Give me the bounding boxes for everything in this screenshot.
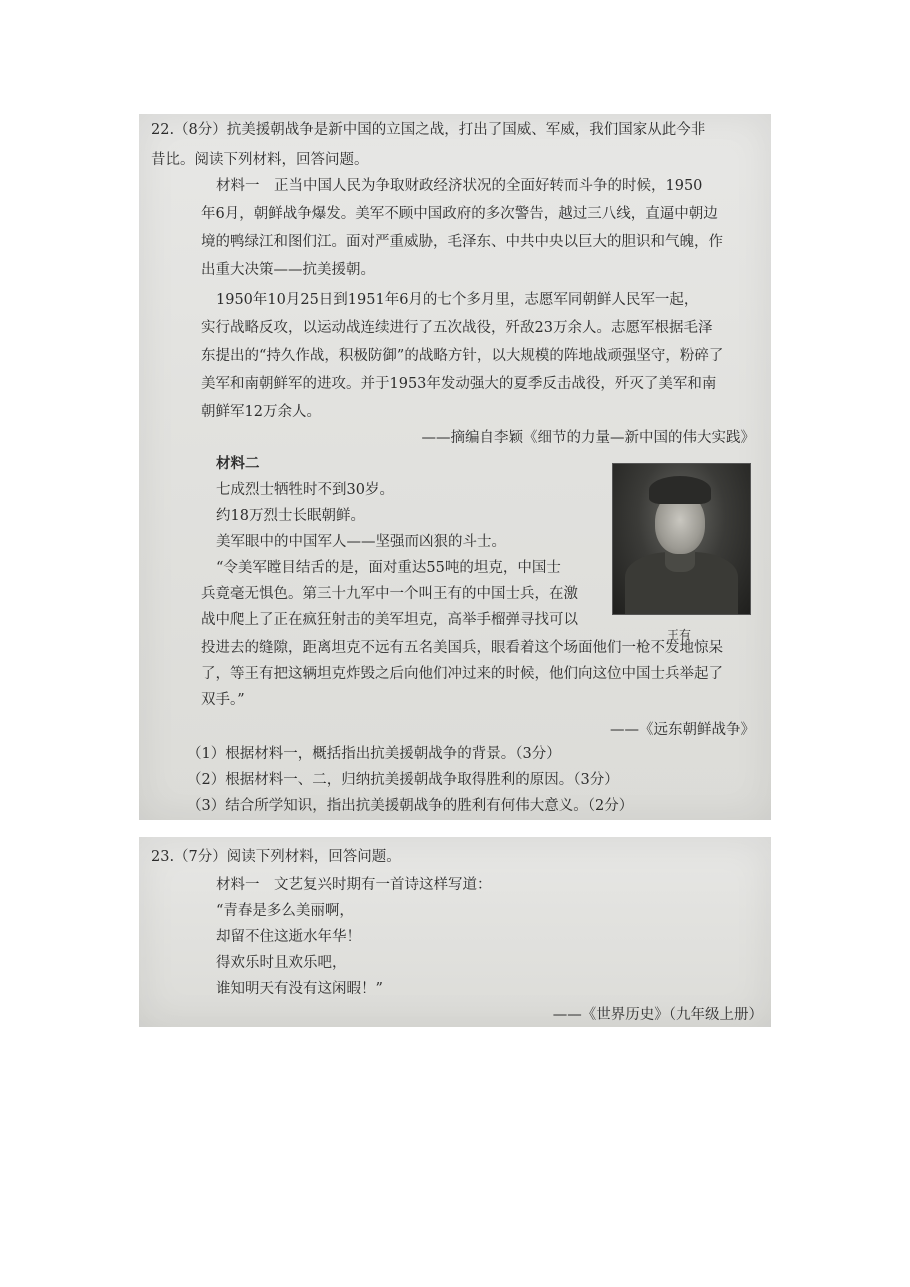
q22-subquestion-1: （1）根据材料一，概括指出抗美援朝战争的背景。（3分） [187, 746, 561, 762]
q22-material2-line-3: 美军眼中的中国军人——坚强而凶狠的斗士。 [216, 534, 506, 550]
q22-subquestion-3: （3）结合所学知识，指出抗美援朝战争的胜利有何伟大意义。（2分） [187, 798, 634, 814]
q22-material2-source: ——《远东朝鲜战争》 [610, 722, 755, 738]
question-22-scan [139, 114, 771, 820]
q22-material1-line-4: 出重大决策——抗美援朝。 [201, 262, 375, 278]
q23-poem-line-4: 谁知明天有没有这闲暇！” [216, 981, 383, 997]
q22-material1-line-8: 美军和南朝鲜军的进攻。并于1953年发动强大的夏季反击战役，歼灭了美军和南 [201, 376, 717, 392]
q22-material1-line-1: 材料一 正当中国人民为争取财政经济状况的全面好转而斗争的时候，1950 [216, 178, 703, 194]
q22-stem-line-1: 22.（8分）抗美援朝战争是新中国的立国之战，打出了国威、军威，我们国家从此今非 [151, 122, 706, 138]
q22-material1-line-9: 朝鲜军12万余人。 [201, 404, 321, 420]
q22-material1-line-5: 1950年10月25日到1951年6月的七个多月里，志愿军同朝鲜人民军一起， [216, 292, 699, 308]
q22-material1-line-6: 实行战略反攻，以运动战连续进行了五次战役，歼敌23万余人。志愿军根据毛泽 [201, 320, 713, 336]
portrait-cap [649, 476, 711, 504]
q22-material2-line-5: 兵竟毫无惧色。第三十九军中一个叫王有的中国士兵，在激 [201, 586, 578, 602]
q23-material1-intro: 材料一 文艺复兴时期有一首诗这样写道： [216, 877, 492, 893]
q23-poem-line-1: “青春是多么美丽啊， [216, 903, 354, 919]
q22-material2-line-6: 战中爬上了正在疯狂射击的美军坦克，高举手榴弹寻找可以 [201, 612, 578, 628]
q22-material2-line-4: “令美军瞠目结舌的是，面对重达55吨的坦克，中国士 [216, 560, 561, 576]
q22-material2-line-7: 投进去的缝隙，距离坦克不远有五名美国兵，眼看着这个场面他们一枪不发地惊呆 [201, 640, 723, 656]
q22-material1-line-7: 东提出的“持久作战，积极防御”的战略方针，以大规模的阵地战顽强坚守，粉碎了 [201, 348, 724, 364]
q22-material1-line-2: 年6月，朝鲜战争爆发。美军不顾中国政府的多次警告，越过三八线，直逼中朝边 [201, 206, 718, 222]
portrait-photo [612, 463, 751, 615]
q22-material2-line-1: 七成烈士牺牲时不到30岁。 [216, 482, 394, 498]
q23-poem-line-2: 却留不住这逝水年华！ [216, 929, 361, 945]
q23-poem-line-3: 得欢乐时且欢乐吧， [216, 955, 347, 971]
q23-material1-source: ——《世界历史》（九年级上册） [552, 1007, 763, 1023]
q22-material2-line-2: 约18万烈士长眠朝鲜。 [216, 508, 365, 524]
q22-material2-label: 材料二 [216, 455, 260, 472]
q22-material2-line-8: 了，等王有把这辆坦克炸毁之后向他们冲过来的时候，他们向这位中国士兵举起了 [201, 666, 723, 682]
q22-material1-line-3: 境的鸭绿江和图们江。面对严重威胁，毛泽东、中共中央以巨大的胆识和气魄，作 [201, 234, 723, 250]
question-23-scan [139, 837, 771, 1027]
q23-stem: 23.（7分）阅读下列材料，回答问题。 [151, 849, 401, 865]
q22-stem-line-2: 昔比。阅读下列材料，回答问题。 [151, 152, 369, 168]
q22-material2-line-9: 双手。” [201, 692, 245, 708]
portrait-caption: 王有 [667, 628, 692, 642]
q22-material1-source: ——摘编自李颖《细节的力量—新中国的伟大实践》 [421, 430, 755, 446]
q22-subquestion-2: （2）根据材料一、二，归纳抗美援朝战争取得胜利的原因。（3分） [187, 772, 619, 788]
